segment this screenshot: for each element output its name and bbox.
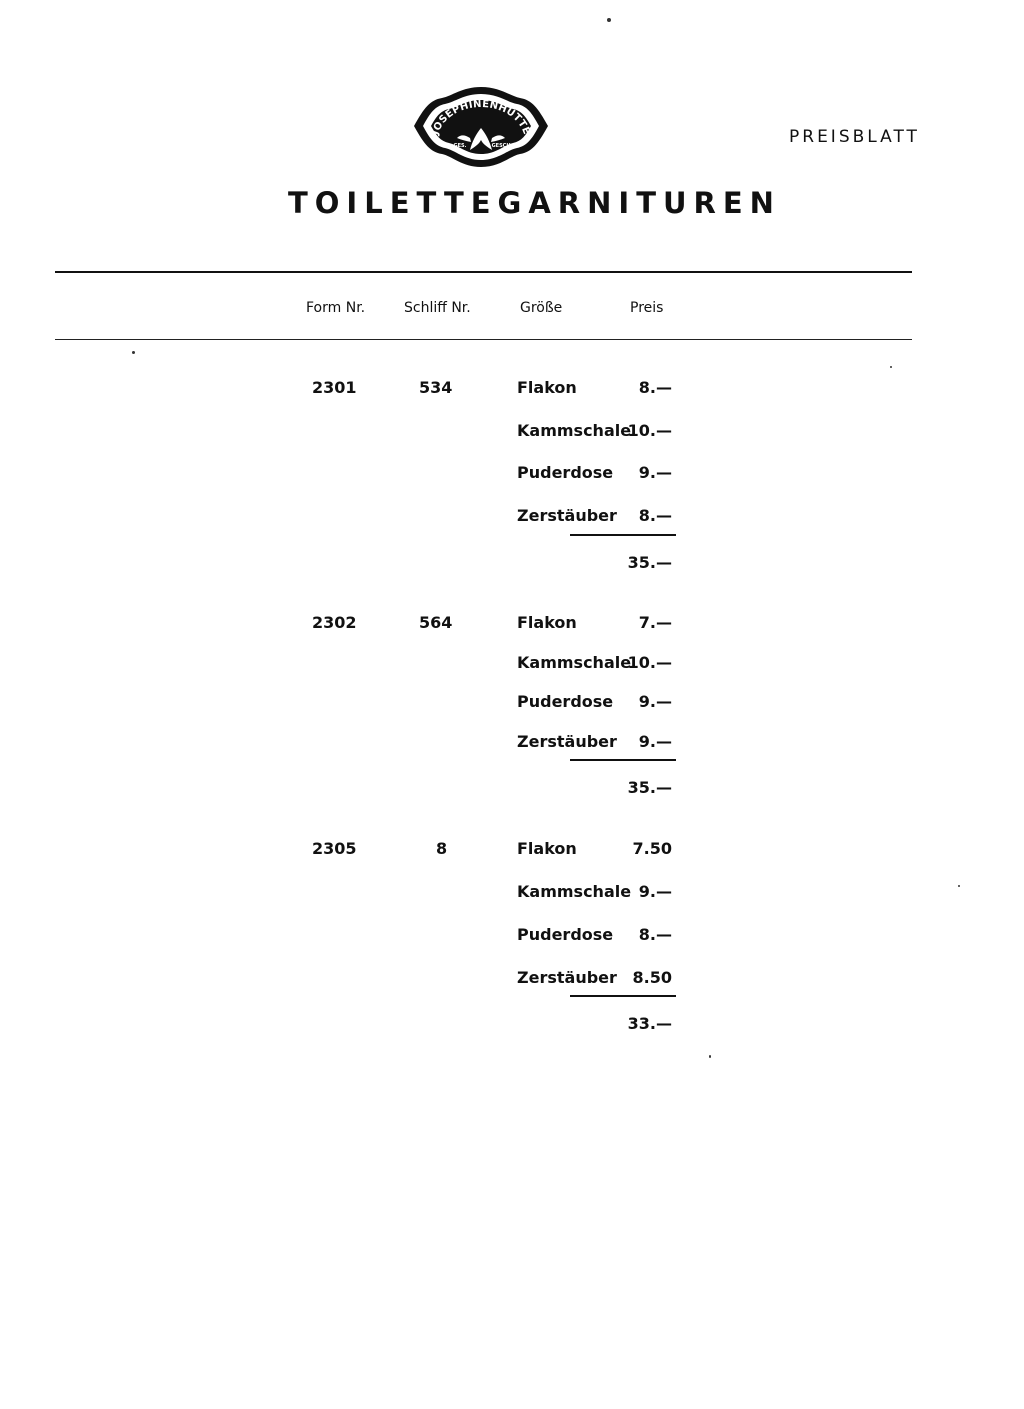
schliff-number: 8 <box>436 839 448 858</box>
item-name: Kammschale <box>517 421 632 440</box>
scan-speck <box>607 18 611 22</box>
item-price: 8.50 <box>632 968 672 987</box>
item-name: Flakon <box>517 839 577 858</box>
item-name: Flakon <box>517 613 577 632</box>
item-price: 9.— <box>638 692 672 711</box>
item-price: 7.50 <box>632 839 672 858</box>
logo-text: JOSEPHINENHÜTTE <box>430 98 532 137</box>
form-number: 2302 <box>312 613 357 632</box>
document-label: PREISBLATT <box>789 127 920 147</box>
item-name: Kammschale <box>517 882 632 901</box>
scan-speck <box>132 351 135 354</box>
column-header-form: Form Nr. <box>306 300 366 316</box>
group-total: 33.— <box>627 1014 672 1033</box>
item-price: 8.— <box>638 506 672 525</box>
item-price: 7.— <box>638 613 672 632</box>
scan-speck <box>709 1055 711 1058</box>
schliff-number: 564 <box>419 613 453 632</box>
schliff-number: 534 <box>419 378 453 397</box>
form-number: 2301 <box>312 378 357 397</box>
group-total: 35.— <box>627 553 672 572</box>
sum-rule <box>570 534 676 536</box>
item-price: 8.— <box>638 925 672 944</box>
item-price: 8.— <box>638 378 672 397</box>
page-title: TOILETTEGARNITUREN <box>288 186 781 220</box>
item-price: 9.— <box>638 882 672 901</box>
item-name: Zerstäuber <box>517 732 617 751</box>
item-price: 9.— <box>638 732 672 751</box>
sum-rule <box>570 759 676 761</box>
item-name: Flakon <box>517 378 577 397</box>
header-rule <box>55 339 912 340</box>
logo-small-right: GESCH. <box>491 143 513 149</box>
item-name: Zerstäuber <box>517 968 617 987</box>
column-header-groesse: Größe <box>520 300 563 316</box>
item-name: Puderdose <box>517 463 614 482</box>
group-total: 35.— <box>627 778 672 797</box>
item-name: Kammschale <box>517 653 632 672</box>
scan-speck <box>958 885 960 887</box>
form-number: 2305 <box>312 839 357 858</box>
item-name: Puderdose <box>517 925 614 944</box>
scan-speck <box>890 366 892 368</box>
item-price: 10.— <box>627 421 672 440</box>
top-rule <box>55 271 912 273</box>
column-header-preis: Preis <box>630 300 664 316</box>
logo-small-left: GES. <box>453 143 467 149</box>
josephinenhuette-logo <box>410 84 552 170</box>
column-header-schliff: Schliff Nr. <box>404 300 471 316</box>
item-price: 10.— <box>627 653 672 672</box>
item-name: Puderdose <box>517 692 614 711</box>
sum-rule <box>570 995 676 997</box>
item-name: Zerstäuber <box>517 506 617 525</box>
item-price: 9.— <box>638 463 672 482</box>
